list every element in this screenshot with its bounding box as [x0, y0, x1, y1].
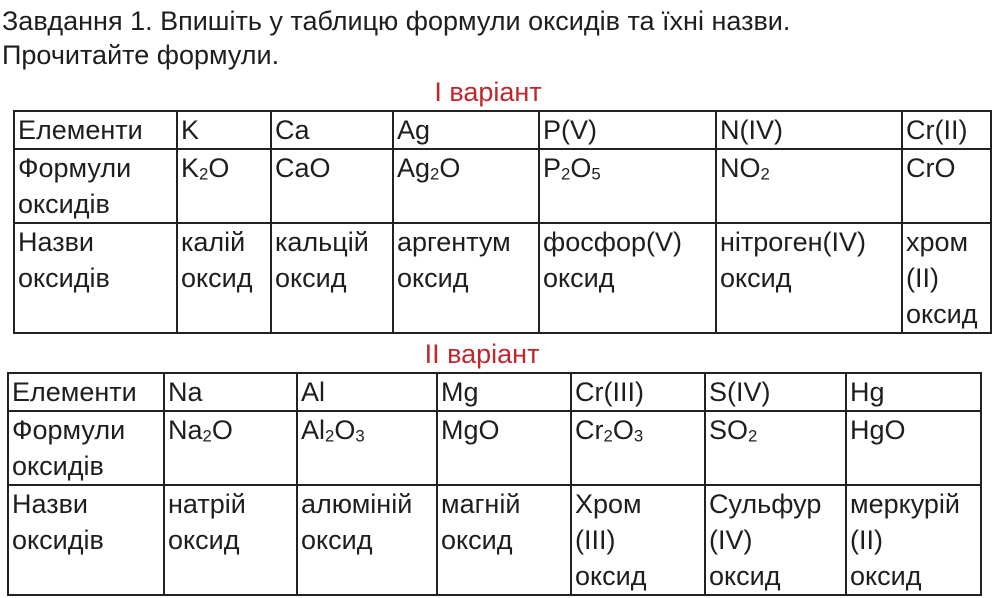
- name-line: (III): [575, 525, 616, 555]
- name-line: (II): [850, 525, 883, 555]
- name-line: хром: [906, 227, 969, 257]
- formula-text: O: [211, 415, 233, 445]
- formula-subscript: 3: [355, 426, 365, 446]
- name-line: оксид: [575, 561, 647, 591]
- variant-1-table: [13, 110, 992, 334]
- name-line: аргентум: [397, 227, 511, 257]
- formula-text: P: [543, 153, 562, 183]
- name-line: Сульфур: [709, 489, 822, 519]
- name-cell: [571, 485, 705, 595]
- formula-subscript: 2: [603, 426, 613, 446]
- task-line-1: Завдання 1. Впишіть у таблицю формули оксидів та їхні назви.: [2, 6, 791, 36]
- row-label-line: Формули: [12, 415, 126, 445]
- row-label-line: оксидів: [12, 525, 104, 555]
- row-label-elements: Елементи: [14, 111, 177, 149]
- formula-text: O: [439, 153, 461, 183]
- element-cell: Ag: [393, 111, 539, 149]
- element-cell: Cr(III): [571, 373, 705, 411]
- variant-1-title: І варіант: [434, 77, 542, 107]
- name-cell: [177, 223, 271, 333]
- element-cell: Ca: [271, 111, 393, 149]
- name-line: (IV): [709, 525, 753, 555]
- name-line: оксид: [397, 263, 469, 293]
- task-text: [2, 4, 790, 72]
- formula-cell: [902, 149, 991, 223]
- name-line: оксид: [543, 263, 615, 293]
- name-line: оксид: [850, 561, 922, 591]
- formula-text: Cr: [575, 415, 604, 445]
- formula-text: Na: [168, 415, 203, 445]
- formula-text: SO: [709, 415, 749, 445]
- name-line: натрій: [168, 489, 246, 519]
- element-cell: K: [177, 111, 271, 149]
- row-label-formulas: [14, 149, 177, 223]
- name-line: нітроген(IV): [720, 227, 866, 257]
- formula-cell: [164, 411, 297, 485]
- name-line: калій: [181, 227, 246, 257]
- formula-text: MgO: [441, 415, 500, 445]
- formula-cell: [393, 149, 539, 223]
- name-cell: [902, 223, 991, 333]
- name-line: кальцій: [275, 227, 369, 257]
- name-cell: [393, 223, 539, 333]
- names-row: [8, 485, 981, 595]
- formula-cell: [177, 149, 271, 223]
- name-line: оксид: [709, 561, 781, 591]
- formula-cell: [571, 411, 705, 485]
- name-line: оксид: [441, 525, 513, 555]
- formula-text: O: [334, 415, 356, 445]
- row-label-line: оксидів: [18, 189, 110, 219]
- names-row: [14, 223, 991, 333]
- element-cell: N(IV): [716, 111, 902, 149]
- row-label-line: Назви: [18, 227, 95, 257]
- row-label-line: Формули: [18, 153, 132, 183]
- formula-text: HgO: [850, 415, 906, 445]
- formula-cell: [539, 149, 716, 223]
- formula-text: CrO: [906, 153, 956, 183]
- name-line: оксид: [906, 299, 978, 329]
- name-cell: [716, 223, 902, 333]
- formula-cell: [437, 411, 571, 485]
- formula-cell: [271, 149, 393, 223]
- name-cell: [437, 485, 571, 595]
- name-line: оксид: [168, 525, 240, 555]
- formula-text: O: [208, 153, 230, 183]
- row-label-line: оксидів: [12, 451, 104, 481]
- name-line: меркурій: [850, 489, 961, 519]
- variant-2-title: ІІ варіант: [424, 339, 540, 369]
- elements-row: [8, 373, 981, 411]
- element-cell: S(IV): [705, 373, 846, 411]
- name-line: Хром: [575, 489, 642, 519]
- formula-text: O: [612, 415, 634, 445]
- element-cell: P(V): [539, 111, 716, 149]
- name-line: оксид: [181, 263, 253, 293]
- formula-subscript: 2: [199, 164, 209, 184]
- formula-text: O: [570, 153, 592, 183]
- name-cell: [705, 485, 846, 595]
- element-cell: Al: [297, 373, 437, 411]
- formula-text: CaO: [275, 153, 331, 183]
- name-line: магній: [441, 489, 521, 519]
- name-cell: [271, 223, 393, 333]
- name-line: алюміній: [301, 489, 413, 519]
- formula-subscript: 3: [633, 426, 644, 446]
- formula-subscript: 5: [591, 164, 601, 184]
- name-cell: [164, 485, 297, 595]
- row-label-formulas: [8, 411, 164, 485]
- name-line: оксид: [720, 263, 792, 293]
- formula-subscript: 2: [760, 164, 770, 184]
- formulas-row: [14, 149, 991, 223]
- name-line: оксид: [275, 263, 347, 293]
- row-label-elements: Елементи: [8, 373, 164, 411]
- row-label-line: оксидів: [18, 263, 110, 293]
- formula-subscript: 2: [202, 426, 212, 446]
- formula-subscript: 2: [430, 164, 440, 184]
- element-cell: Hg: [846, 373, 981, 411]
- formula-text: K: [181, 153, 200, 183]
- task-line-2: Прочитайте формули.: [2, 40, 280, 70]
- variant-2-table: [7, 372, 982, 596]
- row-label-names: [8, 485, 164, 595]
- formula-text: NO: [720, 153, 761, 183]
- formula-cell: [297, 411, 437, 485]
- name-cell: [846, 485, 981, 595]
- formula-subscript: 2: [561, 164, 571, 184]
- formula-cell: [705, 411, 846, 485]
- formula-subscript: 2: [325, 426, 335, 446]
- element-cell: Na: [164, 373, 297, 411]
- name-cell: [539, 223, 716, 333]
- name-line: (II): [906, 263, 939, 293]
- formula-cell: [846, 411, 981, 485]
- formula-subscript: 2: [748, 426, 758, 446]
- formula-text: Ag: [397, 153, 431, 183]
- name-cell: [297, 485, 437, 595]
- name-line: фосфор(V): [543, 227, 682, 257]
- name-line: оксид: [301, 525, 373, 555]
- formulas-row: [8, 411, 981, 485]
- formula-cell: [716, 149, 902, 223]
- row-label-names: [14, 223, 177, 333]
- formula-text: Al: [301, 415, 326, 445]
- row-label-line: Назви: [12, 489, 89, 519]
- elements-row: [14, 111, 991, 149]
- element-cell: Cr(II): [902, 111, 991, 149]
- element-cell: Mg: [437, 373, 571, 411]
